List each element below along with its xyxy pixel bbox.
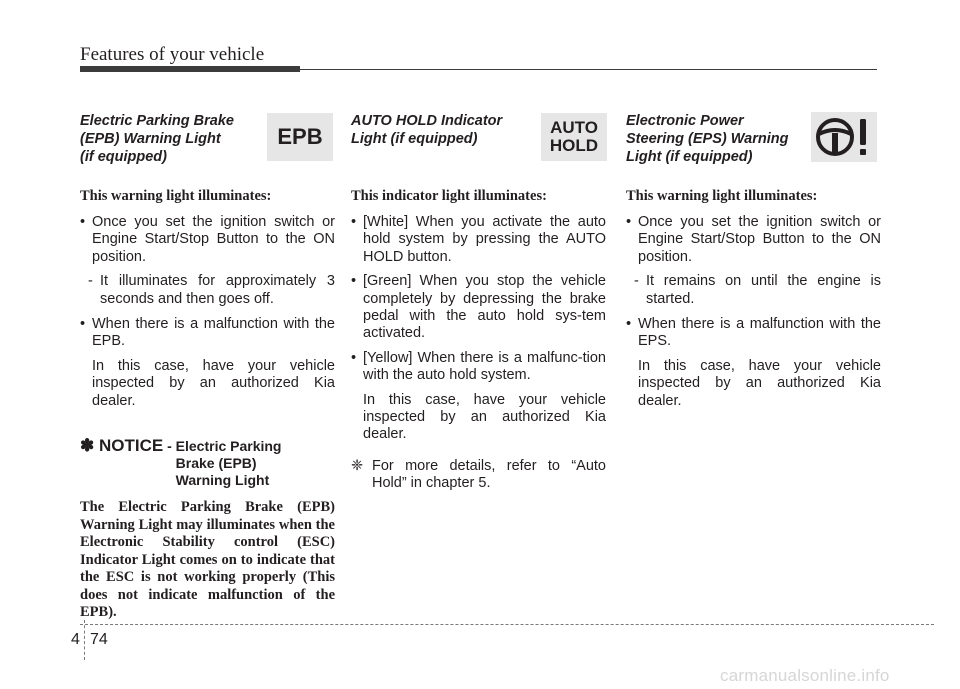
reference-text: For more details, refer to “Auto Hold” in chapter 5. xyxy=(372,457,606,492)
section-epb xyxy=(80,112,335,622)
bullet-paragraph: In this case, have your vehicle inspected by an authorized Kia dealer. xyxy=(638,357,881,409)
page-number: 74 xyxy=(90,631,108,648)
notice-dash: - xyxy=(163,438,176,455)
reference-mark-icon: ❈ xyxy=(351,457,364,474)
steering-wheel-exclamation-icon xyxy=(813,114,875,160)
auto-hold-indicator-icon xyxy=(541,113,607,161)
auto-hold-icon-line: HOLD xyxy=(549,136,599,155)
bullet-paragraph: In this case, have your vehicle inspected by an authorized Kia dealer. xyxy=(363,391,606,443)
bullet-item xyxy=(80,316,335,351)
footer-separator xyxy=(84,620,85,660)
section-title-line: Electronic Power xyxy=(626,113,744,129)
bullet-text: • When there is a malfunction with the EPS. xyxy=(638,316,881,350)
bullet-item xyxy=(626,316,881,351)
section-title-line: Light (if equipped) xyxy=(351,131,478,147)
bullet-item xyxy=(80,214,335,266)
section-title xyxy=(626,112,789,166)
section-title xyxy=(351,112,511,166)
bullet-paragraph: In this case, have your vehicle inspected by an authorized Kia dealer. xyxy=(92,357,335,409)
bullet-item xyxy=(351,214,606,266)
bullet-text: • [Yellow] When there is a malfunc-tion with the auto hold system. xyxy=(363,349,606,384)
notice-subject-line: Warning Light xyxy=(175,472,270,489)
bullet-item xyxy=(626,214,881,266)
epb-icon-label: EPB xyxy=(277,124,323,149)
section-title-line: (EPB) Warning Light xyxy=(80,131,221,147)
epb-warning-icon xyxy=(267,113,333,161)
chapter-number: 4 xyxy=(71,631,80,648)
section-title-line: Light (if equipped) xyxy=(626,149,753,165)
section-auto-hold xyxy=(351,112,606,493)
section-title-line: AUTO HOLD Indicator xyxy=(351,113,503,129)
header-rule-thick xyxy=(80,66,300,72)
bullet-text: • [Green] When you stop the vehicle completely by depressing the brake pedal with the auto hold sys-tem activated. xyxy=(363,273,606,342)
sub-item: - It remains on until the engine is started. xyxy=(634,273,881,307)
notice-subject-line: Brake (EPB) xyxy=(175,455,257,472)
watermark: carmanualsonline.info xyxy=(720,666,890,685)
bullet-item xyxy=(351,350,606,385)
bullet-item xyxy=(351,273,606,343)
section-lead: This warning light illuminates: xyxy=(626,188,818,204)
bullet-text: • Once you set the ignition switch or Engine Start/Stop Button to the ON position. xyxy=(638,214,881,265)
page-header-title: Features of your vehicle xyxy=(80,44,265,65)
cross-reference xyxy=(351,458,606,493)
notice-label: ✽ NOTICE xyxy=(80,436,164,456)
notice-subject-line: Electric Parking xyxy=(175,438,282,455)
notice-subject xyxy=(176,436,282,489)
notice-heading xyxy=(80,436,335,489)
footer-rule xyxy=(80,624,934,625)
steering-warning-icon xyxy=(811,112,877,162)
sub-text: It remains on until the engine is started. xyxy=(646,273,881,307)
header-rule-thin xyxy=(300,69,877,71)
section-lead: This indicator light illuminates: xyxy=(351,188,547,204)
bullet-text: • [White] When you activate the auto hold system by pressing the AUTO HOLD button. xyxy=(363,214,606,265)
bullet-text: • When there is a malfunction with the EPB. xyxy=(92,316,335,350)
bullet-text: • Once you set the ignition switch or Engine Start/Stop Button to the ON position. xyxy=(92,214,335,265)
section-title xyxy=(80,112,240,166)
auto-hold-icon-line: AUTO xyxy=(550,118,598,137)
section-title-line: Electric Parking Brake xyxy=(80,113,234,129)
notice-body: The Electric Parking Brake (EPB) Warning Light may illuminates when the Electronic Stability control (ESC) Indicator Light comes on to indicate that the ESC is not working properly (This does not indicate malfunction of the EPB). xyxy=(80,499,335,621)
sub-item: - It illuminates for approximately 3 seconds and then goes off. xyxy=(88,273,335,307)
section-title-line: (if equipped) xyxy=(80,149,167,165)
section-title-line: Steering (EPS) Warning xyxy=(626,131,789,147)
sub-text: It illuminates for approximately 3 seconds and then goes off. xyxy=(100,273,335,307)
section-lead: This warning light illuminates: xyxy=(80,188,272,204)
